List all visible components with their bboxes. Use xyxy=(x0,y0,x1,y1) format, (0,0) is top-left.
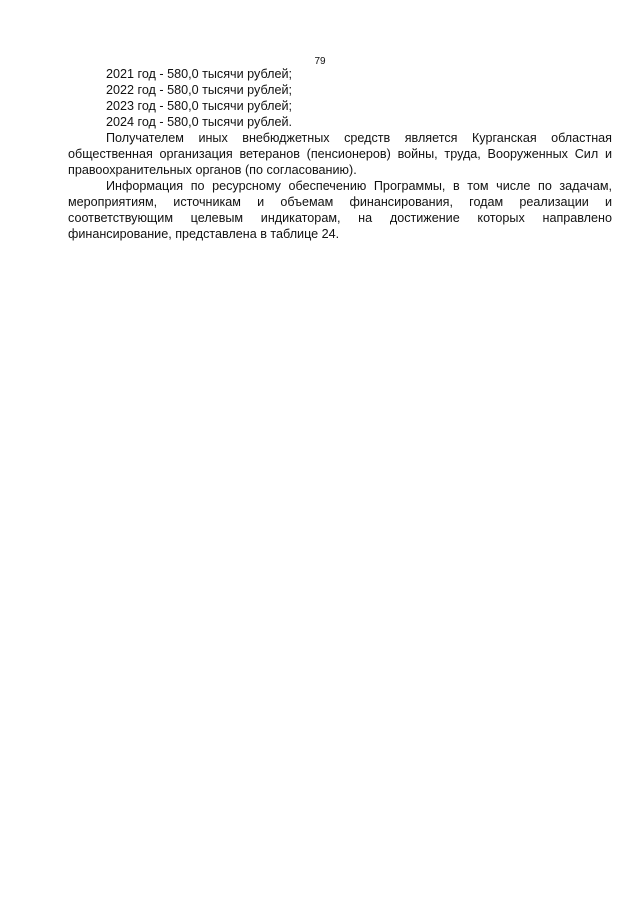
resource-info-paragraph: Информация по ресурсному обеспечению Программы, в том числе по задачам, мероприятиям, источникам и объемам финансирования, годам реализации и соответствующим целевым индикаторам, на достижение которых направлено финансирование, представлена в таблице 24. xyxy=(68,179,612,241)
page-number: 79 xyxy=(314,56,326,67)
funding-line-2024: 2024 год - 580,0 тысячи рублей. xyxy=(106,115,292,129)
document-body xyxy=(68,66,612,242)
funding-line-2023: 2023 год - 580,0 тысячи рублей; xyxy=(106,99,292,113)
recipient-paragraph: Получателем иных внебюджетных средств является Курганская областная общественная организация ветеранов (пенсионеров) войны, труда, Вооруженных Сил и правоохранительных органов (по согласованию). xyxy=(68,131,612,177)
funding-line-2021: 2021 год - 580,0 тысячи рублей; xyxy=(106,67,292,81)
funding-line-2022: 2022 год - 580,0 тысячи рублей; xyxy=(106,83,292,97)
